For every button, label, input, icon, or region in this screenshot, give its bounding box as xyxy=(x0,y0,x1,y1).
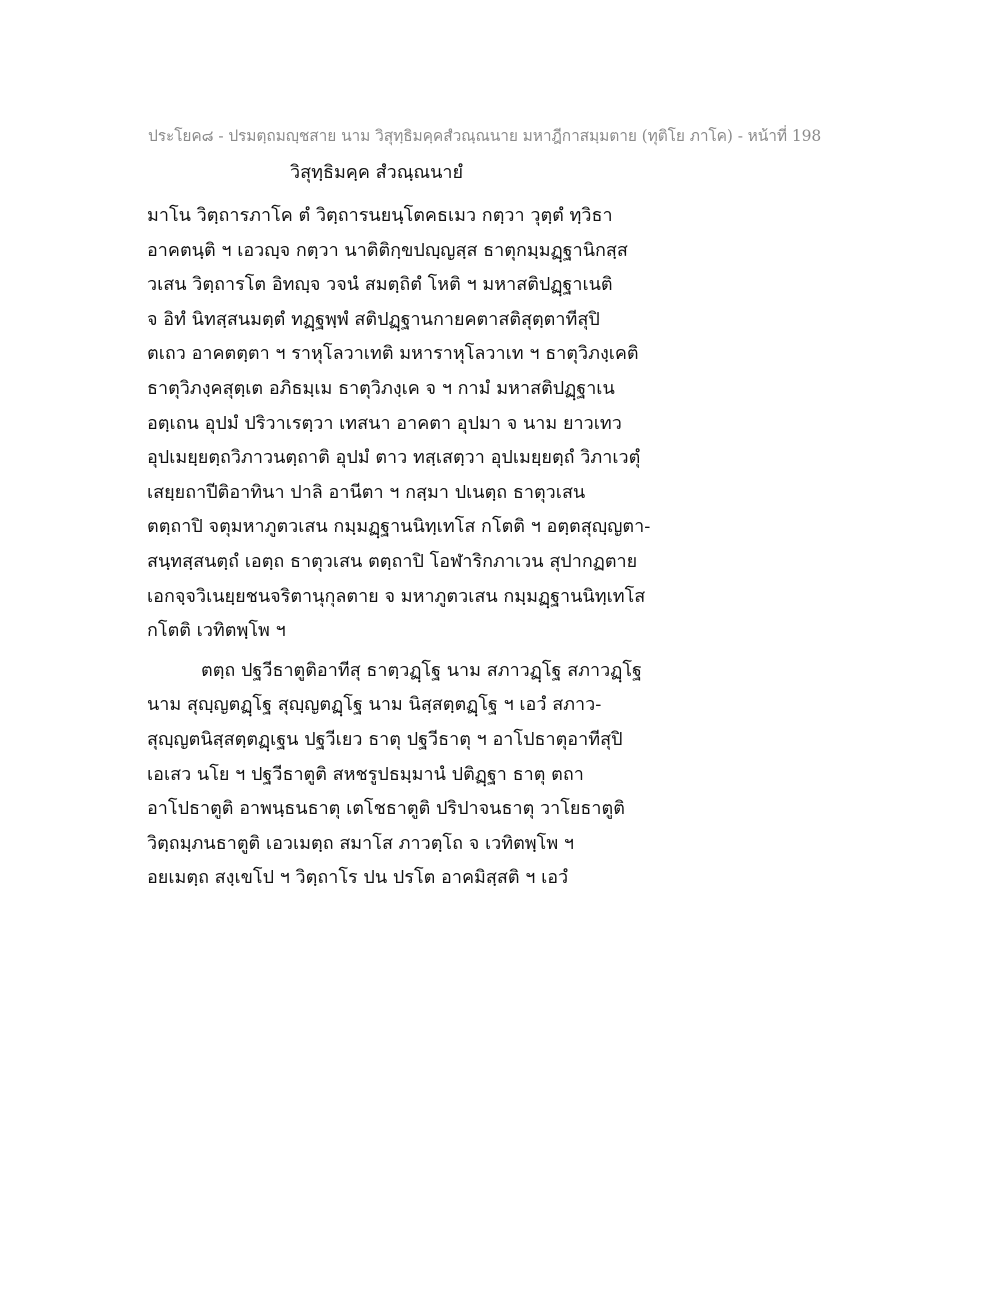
text-line: จ อิทํ นิทสฺสนมตฺตํ ทฏฺฐพฺพํ สติปฏฺฐานกายคตาสติสุตฺตาทีสุปิ xyxy=(147,308,600,330)
text-line: อตฺเถน อุปมํ ปริวาเรตฺวา เทสนา อาคตา อุปมา จ นาม ยาวเทว xyxy=(147,412,622,434)
text-line: กโตติ เวทิตพฺโพ ฯ xyxy=(147,620,286,642)
text-line: ตตฺถ ปฐวีธาตูติอาทีสุ ธาตฺวฏฺโฐ นาม สภาวฏฺโฐ สภาวฏฺโฐ xyxy=(201,659,642,681)
text-line: มาโน วิตฺถารภาโค ตํ วิตฺถารนยนฺโตคธเมว กตฺวา วุตฺตํ ทฺวิธา xyxy=(147,205,613,226)
text-line: เอเสว นโย ฯ ปฐวีธาตูติ สหชรูปธมฺมานํ ปติฏฺฐา ธาตุ ตถา xyxy=(147,763,584,785)
text-line: ตเถว อาคตตฺตา ฯ ราหุโลวาเทติ มหาราหุโลวาเท ฯ ธาตุวิภงฺเคติ xyxy=(147,343,639,365)
text-line: ตตฺถาปิ จตุมหาภูตวเสน กมฺมฏฺฐานนิทฺเทโส กโตติ ฯ อตฺตสุญฺญตา- xyxy=(147,516,651,538)
text-line: ธาตุวิภงฺคสุตฺเต อภิธมฺเม ธาตุวิภงฺเค จ ฯ กามํ มหาสติปฏฺฐาเน xyxy=(147,377,615,399)
paragraph-2 xyxy=(147,654,692,896)
section-title: วิสุทฺธิมคฺค สํวณฺณนายํ xyxy=(290,162,464,183)
text-line: สุญฺญตนิสฺสตฺตฏฺเฐน ปฐวีเยว ธาตุ ปฐวีธาตุ ฯ อาโปธาตุอาทีสุปิ xyxy=(147,728,623,750)
text-line: อาโปธาตูติ อาพนฺธนธาตุ เตโชธาตูติ ปริปาจนธาตุ วาโยธาตูติ xyxy=(147,798,625,820)
text-line: อุปเมยฺยตฺถวิภาวนตฺถาติ อุปมํ ตาว ทสฺเสตฺวา อุปเมยฺยตฺถํ วิภาเวตุํ xyxy=(147,447,641,469)
paragraph-1 xyxy=(147,199,692,649)
text-line: เอกจฺจวิเนยฺยชนจริตานุกุลตาย จ มหาภูตวเสน กมฺมฏฺฐานนิทฺเทโส xyxy=(147,585,646,607)
text-line: อาคตนฺติ ฯ เอวญฺจ กตฺวา นาติติกฺขปญฺญสฺส ธาตุกมฺมฏฺฐานิกสฺส xyxy=(147,239,628,261)
text-line: วเสน วิตฺถารโต อิทญฺจ วจนํ สมตฺถิตํ โหติ ฯ มหาสติปฏฺฐาเนติ xyxy=(147,274,613,296)
text-line: วิตฺถมฺภนธาตูติ เอวเมตฺถ สมาโส ภาวตฺโถ จ เวทิตพฺโพ ฯ xyxy=(147,832,575,854)
text-line: สนฺทสฺสนตฺถํ เอตฺถ ธาตุวเสน ตตฺถาปิ โอฬาริกภาเวน สุปากฏตาย xyxy=(147,550,638,572)
body-text xyxy=(147,199,692,896)
text-line: อยเมตฺถ สงฺเขโป ฯ วิตฺถาโร ปน ปรโต อาคมิสฺสติ ฯ เอวํ xyxy=(147,867,569,889)
text-line: เสยฺยถาปีติอาทินา ปาลิ อานีตา ฯ กสฺมา ปเนตฺถ ธาตุวเสน xyxy=(147,481,586,503)
running-header: ประโยค๘ - ปรมตฺถมญฺชสาย นาม วิสุทฺธิมคฺคสํวณฺณนาย มหาฎีกาสมฺมตาย (ทุติโย ภาโค) - หน้าที่ 198 xyxy=(148,127,822,145)
text-line: นาม สุญฺญตฏฺโฐ สุญฺญตฏฺโฐ นาม นิสฺสตฺตฏฺโฐ ฯ เอวํ สภาว- xyxy=(147,694,602,716)
